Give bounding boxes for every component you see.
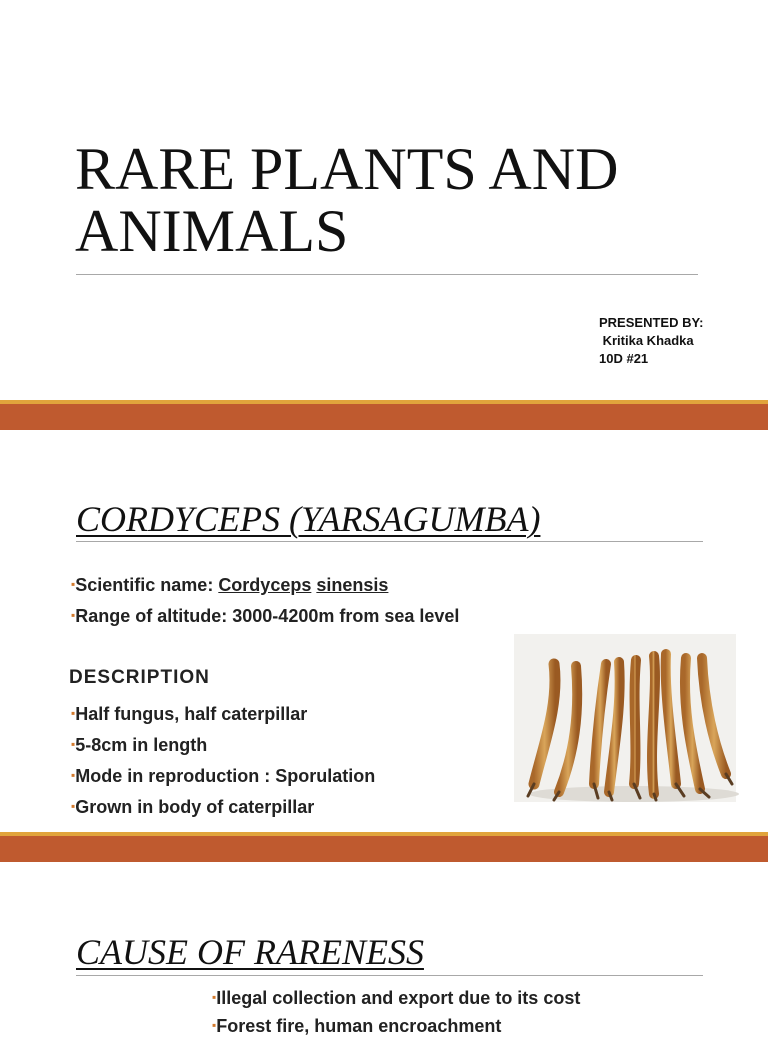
description-item: Grown in body of caterpillar <box>75 797 315 817</box>
cordyceps-photo <box>514 634 736 802</box>
cause-slide <box>0 862 768 1036</box>
title-divider <box>76 274 698 275</box>
description-item: Half fungus, half caterpillar <box>75 704 308 724</box>
bullet-mark: ▪ <box>71 737 76 751</box>
scientific-species: sinensis <box>316 575 389 595</box>
cordyceps-heading: CORDYCEPS (YARSAGUMBA) <box>76 499 541 539</box>
band-highlight <box>0 832 768 836</box>
bullet-mark: ▪ <box>212 990 217 1004</box>
description-item: Mode in reproduction : Sporulation <box>75 766 376 786</box>
bullet-altitude <box>71 604 459 627</box>
cause-item: Illegal collection and export due to its cost <box>216 988 581 1008</box>
slide-separator-band <box>0 832 768 862</box>
cordyceps-illustration <box>514 634 736 802</box>
scientific-label: Scientific name: <box>75 575 219 595</box>
presenter-name: Kritika Khadka <box>599 333 694 348</box>
description-item: 5-8cm in length <box>75 735 208 755</box>
list-item <box>71 795 314 818</box>
description-heading: DESCRIPTION <box>69 667 210 688</box>
slide-separator-band <box>0 400 768 430</box>
list-item <box>212 1014 501 1037</box>
heading-divider <box>76 975 703 976</box>
title-line-2: ANIMALS <box>75 198 349 264</box>
cause-item: Forest fire, human encroachment <box>216 1016 502 1036</box>
presenter-class: 10D #21 <box>599 351 649 366</box>
bullet-mark: ▪ <box>71 577 76 591</box>
bullet-mark: ▪ <box>212 1018 217 1032</box>
scientific-genus: Cordyceps <box>218 575 312 595</box>
bullet-mark: ▪ <box>71 706 76 720</box>
list-item <box>71 702 307 725</box>
heading-divider <box>76 541 703 542</box>
cause-heading: CAUSE OF RARENESS <box>76 932 424 972</box>
list-item <box>71 733 207 756</box>
altitude-text: Range of altitude: 3000-4200m from sea level <box>75 606 460 626</box>
bullet-mark: ▪ <box>71 768 76 782</box>
cordyceps-slide <box>0 430 768 832</box>
band-highlight <box>0 400 768 404</box>
list-item <box>71 764 375 787</box>
title-line-1: RARE PLANTS AND <box>75 136 619 202</box>
presented-by-label: PRESENTED BY: <box>599 315 704 330</box>
title-slide <box>0 0 768 400</box>
bullet-scientific-name <box>71 573 388 596</box>
list-item <box>212 986 580 1009</box>
bullet-mark: ▪ <box>71 799 76 813</box>
page-title <box>75 138 715 262</box>
bullet-mark: ▪ <box>71 608 76 622</box>
presenter-block <box>599 314 759 368</box>
